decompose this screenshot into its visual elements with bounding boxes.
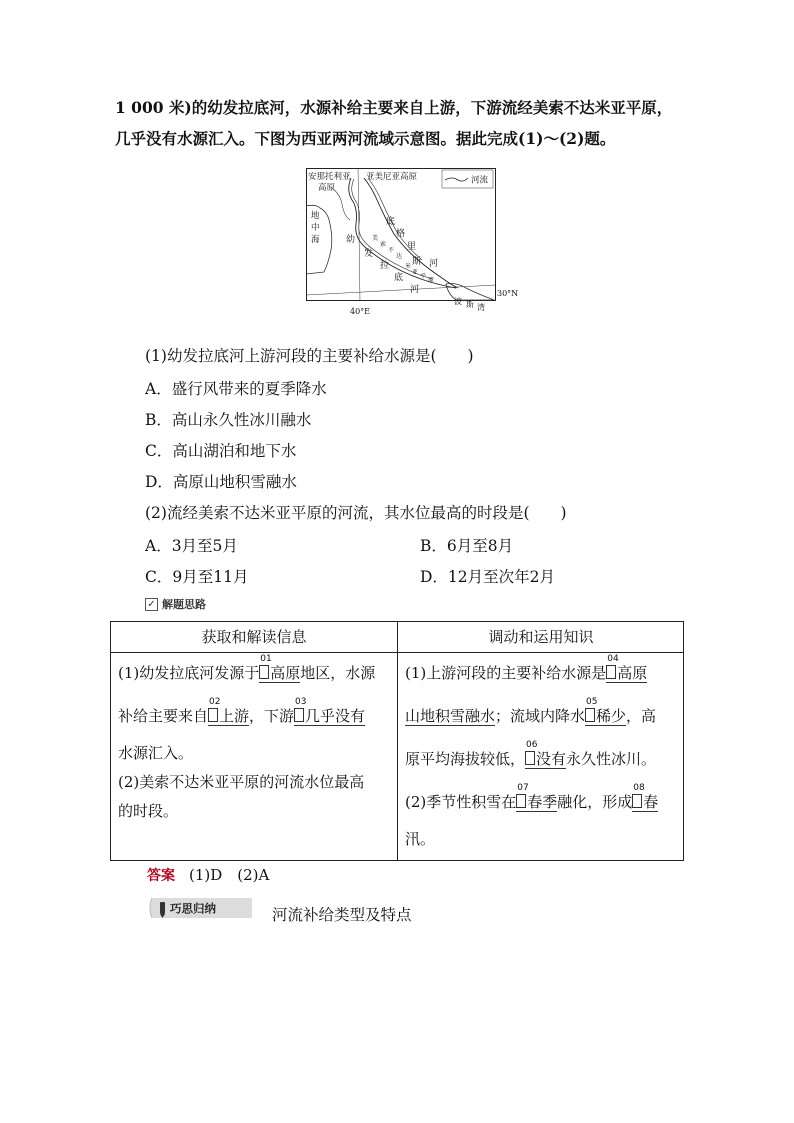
map-label-tigris-1: 底: [386, 217, 396, 227]
answer-line: [147, 864, 269, 885]
section-title: 解题思路: [162, 598, 206, 611]
map-label-tigris-4: 斯: [412, 257, 422, 267]
summary-title: 河流补给类型及特点: [272, 906, 412, 924]
left-line-4: (2)美索不达米亚平原的河流水位最高: [118, 773, 365, 791]
table-header-right: 调动和运用知识: [488, 628, 594, 646]
left-line-1a: (1)幼发拉底河发源于: [118, 664, 260, 682]
map-label-euphrates-2: 发: [364, 249, 374, 259]
intro-line-1: 1 000 米)的幼发拉底河，水源补给主要来自上游，下游流经美索不达米亚平原，: [115, 98, 673, 117]
table-header-left: 获取和解读信息: [201, 628, 307, 646]
blank-box-icon: 08: [632, 794, 642, 808]
blank-box-icon: 06: [525, 751, 535, 765]
map-label-euphrates-1: 幼: [346, 235, 356, 245]
map-label-tigris-5: 河: [429, 259, 439, 269]
map-label-anatolia: 安那托利亚: [308, 172, 351, 182]
blank-01: 01 高原: [260, 654, 301, 682]
longitude-40e-line: [358, 168, 360, 301]
two-rivers-map: [306, 168, 519, 316]
q2-option-c[interactable]: C．9月至11月: [145, 568, 249, 586]
blank-box-icon: 04: [606, 665, 616, 679]
map-label-gulf-1: 波: [454, 297, 462, 306]
map-label-armenia: 亚美尼亚高原: [366, 172, 418, 182]
map-label-med-3: 海: [311, 235, 320, 245]
left-line-2a: 补给主要来自: [118, 707, 209, 725]
map-label-tigris-3: 里: [407, 242, 417, 252]
latitude-30n-line: [306, 285, 496, 295]
left-line-1c: 地区，水源: [300, 664, 376, 682]
table-cell-left: [118, 652, 394, 826]
table-cell-right: [405, 652, 681, 854]
map-label-meso-8: 原: [428, 277, 435, 284]
map-label-meso-1: 美: [372, 235, 379, 242]
map-label-meso-4: 达: [396, 253, 403, 260]
blank-box-icon: 07: [516, 794, 526, 808]
blank-box-icon: 02: [208, 708, 218, 722]
left-line-3: 水源汇入。: [118, 744, 194, 762]
question-1-stem: (1)幼发拉底河上游河段的主要补给水源是( ): [145, 347, 474, 365]
left-line-5: 的时段。: [118, 802, 179, 820]
blank-02: 02 上游: [209, 697, 250, 725]
blank-08: 08 春: [633, 783, 659, 811]
right-line-3a: 原平均海拔较低，: [405, 750, 526, 768]
badge-text: 巧思归纳: [170, 901, 216, 916]
map-label-meso-2: 索: [380, 241, 387, 248]
right-line-3c: 永久性冰川。: [566, 750, 657, 768]
right-line-4c: 融化，形成: [557, 793, 633, 811]
right-line-1a: (1)上游河段的主要补给水源是: [405, 664, 607, 682]
map-legend-text: 河流: [471, 175, 489, 186]
blank-06: 06 没有: [526, 740, 567, 768]
blank-05: 05 稀少: [586, 697, 627, 725]
blank-04-continued: 山地积雪融水: [405, 707, 496, 725]
q1-option-c[interactable]: C．高山湖泊和地下水: [145, 442, 297, 460]
map-label-med-1: 地: [311, 211, 320, 221]
map-label-euphrates-3: 拉: [380, 261, 390, 271]
map-label-gulf-2: 斯: [466, 300, 474, 309]
blank-box-icon: 05: [585, 708, 595, 722]
q2-option-b[interactable]: B．6月至8月: [420, 537, 514, 555]
map-label-gulf-3: 湾: [477, 303, 485, 312]
map-label-euphrates-5: 河: [410, 285, 420, 295]
left-line-2c: ，下游: [249, 707, 295, 725]
intro-line-2: 几乎没有水源汇入。下图为西亚两河流域示意图。据此完成(1)～(2)题。: [115, 129, 616, 148]
blank-03: 03 几乎没有: [295, 697, 366, 725]
right-line-4a: (2)季节性积雪在: [405, 793, 517, 811]
map-label-euphrates-4: 底: [394, 273, 404, 283]
question-2-stem: (2)流经美索不达米亚平原的河流，其水位最高的时段是( ): [145, 504, 567, 522]
map-label-lat-30n: 30°N: [497, 289, 519, 298]
q1-option-b[interactable]: B．高山永久性冰川融水: [145, 411, 312, 429]
map-label-anatolia-2: 高原: [318, 183, 336, 193]
answer-text: (1)D (2)A: [189, 866, 270, 884]
map-label-meso-6: 亚: [412, 269, 419, 276]
blank-box-icon: 01: [259, 665, 269, 679]
q2-option-a[interactable]: A．3月至5月: [145, 537, 238, 555]
blank-07: 07 春季: [517, 783, 558, 811]
q1-option-d[interactable]: D．高原山地积雪融水: [145, 473, 297, 491]
q2-option-d[interactable]: D．12月至次年2月: [420, 568, 556, 586]
map-label-tigris-2: 格: [396, 229, 406, 239]
answer-label: 答案: [147, 868, 175, 884]
map-label-meso-5: 米: [405, 263, 412, 270]
checkmark-icon: ✓: [145, 598, 158, 611]
q1-option-a[interactable]: A．盛行风带来的夏季降水: [145, 380, 327, 398]
right-line-2b: ；流域内降水: [495, 707, 586, 725]
right-line-5: 汛。: [405, 830, 436, 848]
right-line-2d: ，高: [626, 707, 657, 725]
blank-box-icon: 03: [294, 708, 304, 722]
map-label-lon-40e: 40°E: [350, 307, 371, 316]
summary-badge: [148, 896, 254, 920]
map-label-meso-7: 平: [420, 273, 427, 280]
solution-table: [110, 621, 684, 861]
section-header-solution: [145, 596, 206, 612]
blank-04: 04 高原: [607, 654, 648, 682]
map-label-med-2: 中: [311, 223, 320, 233]
map-label-meso-3: 不: [388, 247, 395, 254]
